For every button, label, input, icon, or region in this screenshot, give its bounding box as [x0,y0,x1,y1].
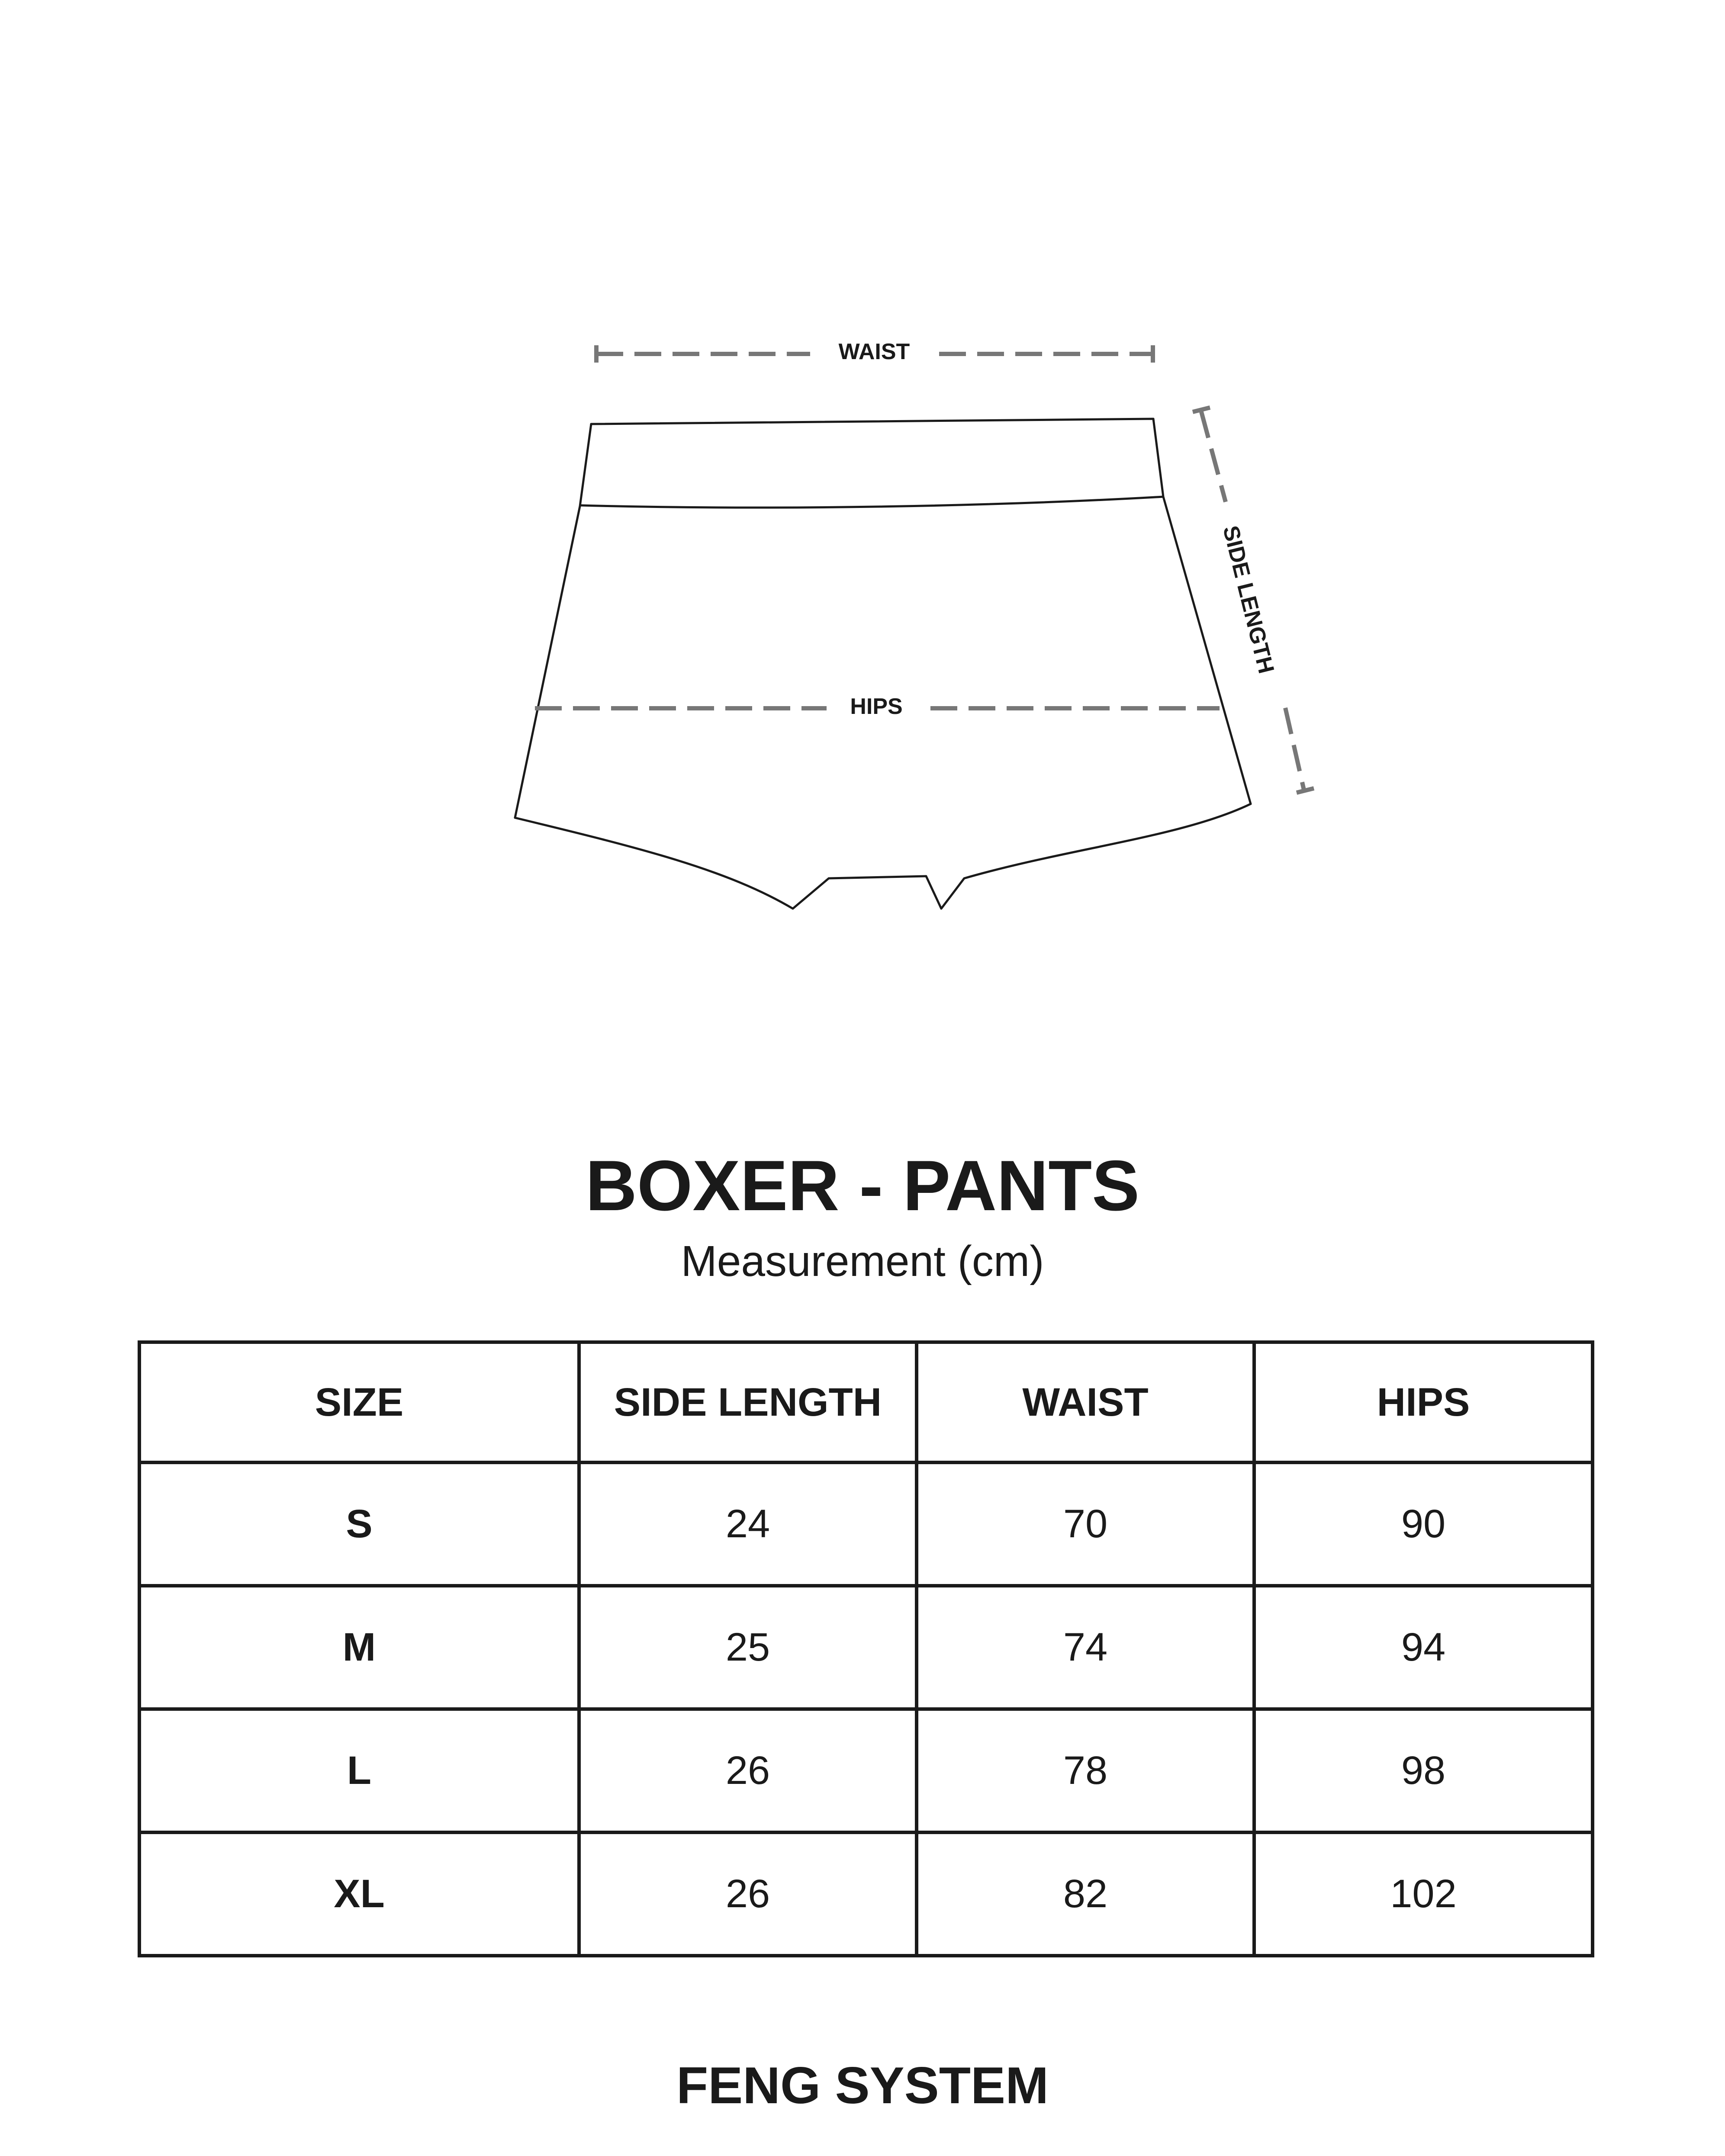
size-cell: S [139,1462,579,1586]
waist-cell: 78 [917,1709,1254,1832]
page-subtitle: Measurement (cm) [681,1237,1044,1285]
side-length-cell: 26 [579,1832,917,1956]
side-length-cell: 25 [579,1586,917,1709]
size-cell: XL [139,1832,579,1956]
table-row [139,1462,1593,1586]
hips-cell: 90 [1254,1462,1593,1586]
table-row [139,1832,1593,1956]
table-row [139,1586,1593,1709]
hips-cell: 98 [1254,1709,1593,1832]
waist-cell: 82 [917,1832,1254,1956]
side-length-cell: 24 [579,1462,917,1586]
table-row [139,1709,1593,1832]
boxer-measurement-diagram [0,0,1725,1038]
column-header-side-length: SIDE LENGTH [579,1342,917,1462]
side-length-diagram-label: SIDE LENGTH [1218,523,1279,676]
waist-diagram-label: WAIST [838,339,910,364]
brand-wordmark: FENG SYSTEM [676,2056,1049,2114]
hips-diagram-label: HIPS [850,694,903,719]
waist-cell: 74 [917,1586,1254,1709]
size-cell: L [139,1709,579,1832]
column-header-size: SIZE [139,1342,579,1462]
size-cell: M [139,1586,579,1709]
size-chart-table [138,1340,1594,1957]
hips-cell: 94 [1254,1586,1593,1709]
column-header-waist: WAIST [917,1342,1254,1462]
hips-cell: 102 [1254,1832,1593,1956]
table-header-row [139,1342,1593,1462]
column-header-hips: HIPS [1254,1342,1593,1462]
page-title: BOXER - PANTS [585,1146,1140,1225]
side-length-cell: 26 [579,1709,917,1832]
boxer-body [515,419,1251,909]
waist-cell: 70 [917,1462,1254,1586]
